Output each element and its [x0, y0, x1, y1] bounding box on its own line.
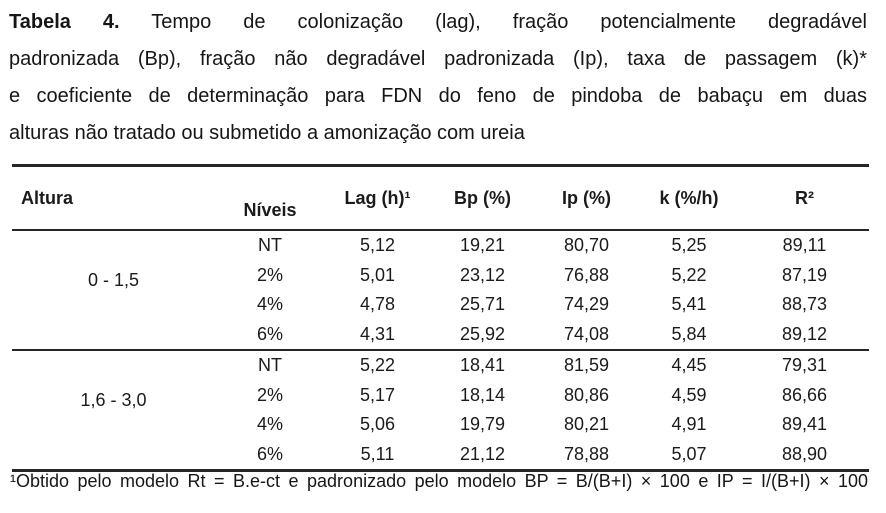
header-altura: Altura: [21, 187, 74, 208]
cell-ip: 81,59: [563, 355, 610, 376]
header-lag: Lag (h)¹: [344, 187, 411, 208]
cell-ip: 80,70: [563, 235, 610, 256]
cell-r2: 88,90: [781, 443, 828, 464]
header-r2: R²: [795, 187, 814, 208]
cell-lag: 5,17: [359, 384, 396, 405]
cell-lag: 4,31: [359, 323, 396, 344]
cell-k: 5,22: [671, 264, 707, 285]
cell-k: 5,84: [671, 323, 707, 344]
cell-bp: 19,79: [459, 414, 506, 435]
cell-bp: 18,41: [459, 355, 506, 376]
cell-k: 5,41: [671, 294, 707, 315]
data-table: [12, 164, 869, 472]
cell-nivel: 2%: [256, 384, 283, 405]
cell-bp: 21,12: [459, 443, 506, 464]
cell-ip: 80,86: [563, 384, 610, 405]
altura-group-label-text: 0 - 1,5: [87, 269, 140, 290]
caption-line-2: padronizada (Bp), fração não degradável padronizada (Ip), taxa de passagem (k)*: [9, 48, 867, 70]
altura-group-label: [12, 350, 215, 471]
cell-bp: 25,71: [459, 294, 506, 315]
cell-ip: 80,21: [563, 414, 610, 435]
cell-r2: 87,19: [781, 264, 828, 285]
cell-bp: 25,92: [459, 323, 506, 344]
cell-r2: 86,66: [781, 384, 828, 405]
cell-ip: 76,88: [563, 264, 610, 285]
cell-nivel: 4%: [256, 294, 283, 315]
altura-group-label: [12, 230, 215, 350]
header-ip: Ip (%): [562, 187, 611, 208]
cell-nivel: 4%: [256, 414, 283, 435]
table-header: [12, 166, 869, 231]
table-row: [12, 350, 869, 381]
cell-lag: 5,11: [360, 443, 395, 464]
header-niveis: [215, 166, 325, 231]
caption-table-number: Tabela 4.: [9, 11, 120, 33]
cell-r2: 88,73: [781, 294, 828, 315]
table-caption: [9, 4, 867, 152]
cell-nivel: 6%: [256, 323, 283, 344]
cell-ip: 74,29: [563, 294, 610, 315]
header-niveis-label: Níveis: [243, 199, 297, 220]
cell-r2: 79,31: [781, 355, 828, 376]
caption-line-1-text: Tempo de colonização (lag), fração potencialmente degradável: [151, 11, 867, 33]
altura-group-label-text: 1,6 - 3,0: [80, 389, 147, 410]
group-1-6-3-0: [12, 350, 869, 471]
header-bp: Bp (%): [454, 187, 511, 208]
cell-bp: 19,21: [459, 235, 506, 256]
cell-lag: 4,78: [359, 294, 396, 315]
cell-nivel: 2%: [256, 264, 283, 285]
cell-k: 4,59: [671, 384, 707, 405]
cell-ip: 74,08: [563, 323, 610, 344]
cell-k: 5,07: [671, 443, 707, 464]
caption-line-4: alturas não tratado ou submetido a amonização com ureia: [9, 122, 525, 144]
cell-lag: 5,22: [359, 355, 396, 376]
header-row: [12, 166, 869, 231]
cell-k: 4,91: [671, 414, 707, 435]
cell-lag: 5,01: [359, 264, 396, 285]
group-0-1-5: [12, 230, 869, 350]
table-row: [12, 230, 869, 261]
table-footnote: ¹Obtido pelo modelo Rt = B.e-ct e padronizado pelo modelo BP = B/(B+I) × 100 e IP = I/(B+I) × 100: [10, 471, 868, 491]
cell-lag: 5,12: [359, 235, 396, 256]
cell-bp: 18,14: [459, 384, 506, 405]
cell-lag: 5,06: [359, 414, 396, 435]
cell-k: 4,45: [671, 355, 707, 376]
cell-bp: 23,12: [459, 264, 506, 285]
cell-nivel: NT: [258, 235, 282, 256]
caption-line-3: e coeficiente de determinação para FDN do feno de pindoba de babaçu em duas: [9, 85, 867, 107]
cell-r2: 89,11: [782, 235, 827, 256]
header-k: k (%/h): [659, 187, 719, 208]
cell-nivel: NT: [258, 355, 282, 376]
cell-k: 5,25: [671, 235, 707, 256]
cell-nivel: 6%: [256, 443, 283, 464]
cell-ip: 78,88: [563, 443, 610, 464]
cell-r2: 89,12: [781, 323, 828, 344]
cell-r2: 89,41: [781, 414, 828, 435]
caption-line-1: [9, 4, 867, 41]
